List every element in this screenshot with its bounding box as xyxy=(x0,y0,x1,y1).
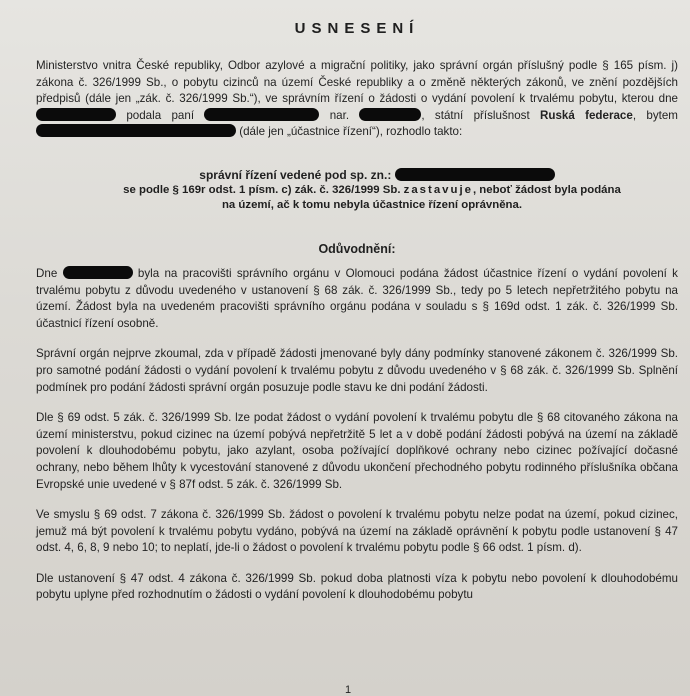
nationality-value: Ruská federace xyxy=(540,108,633,122)
intro-line-5e: (dále jen xyxy=(239,125,284,139)
paragraph-1 xyxy=(36,266,678,332)
paragraph-1-text: byla na pracovišti správního orgánu v Olomouci podána žádost účastnice řízení o vydání povolení k trvalému pobytu z důvodu uvedeného v ustanovení § 68 zák. č. 326/1999 Sb., tedy po 5 letech nepřetržitého pobytu na území. Žádost byla na uvedeném pracovišti správního orgánu podána v souladu s § 169d odst. 1 zák. č. 326/1999 Sb. účastnicí řízení osobně. xyxy=(36,266,678,330)
paragraph-3: Dle § 69 odst. 5 zák. č. 326/1999 Sb. lze podat žádost o vydání povolení k trvalému pobytu dle § 68 citovaného zákona na území ministerstvu, pokud cizinec na území pobývá nepřetržitě 5 let a v době podání žádosti pobývá na území na základě povolení k dlouhodobému pobytu, jako azylant, osoba požívající doplňkové ochrany nebo cizinec požívající dočasné ochrany, nebo během lhůty k vycestování stanovené z důvodu ukončení přechodného pobytu rodinného příslušníka občana Evropské unie uvedené v § 87f odst. 5 zák. č. 326/1999 Sb. xyxy=(36,411,678,491)
paragraph-4: Ve smyslu § 69 odst. 7 zákona č. 326/1999 Sb. žádost o povolení k trvalému pobytu nelze podat na území, pokud cizinec, jemuž má být povolení k trvalému pobytu vydáno, pobývá na území na základě oprávnění k pobytu podle ustanovení § 47 odst. 4, 6, 8, 9 nebo 10; to neplatí, jde-li o žádost o povolení k trvalému pobytu podle § 66 odst. 1 písm. d). xyxy=(36,508,678,555)
ruling-file-label: správní řízení vedené pod sp. zn.: xyxy=(199,167,392,182)
ruling-verb: zastavuje xyxy=(403,183,473,196)
intro-line-4a: o vydání povolení k trvalému pobytu, kterou dne xyxy=(420,92,678,106)
ruling-block xyxy=(36,167,678,214)
intro-line-2: § 165 písm. j) zákona č. 326/1999 Sb., o pobytu cizinců na území České republiky a o změně některých xyxy=(36,59,678,89)
redaction-name xyxy=(204,108,319,121)
paragraph-5: Dle ustanovení § 47 odst. 4 zákona č. 326/1999 Sb. pokud doba platnosti víza k pobytu nebo povolení k dlouhodobému pobytu uplyne před rozhodnutím o žádosti o vydání povolení k dlouhodobému pobytu xyxy=(36,571,678,602)
intro-line-5d: , bytem xyxy=(632,108,678,122)
ruling-line-2c: , neboť žádost byla podána xyxy=(472,183,621,196)
document-title: USNESENÍ xyxy=(294,20,420,37)
intro-line-3: zákonů, ve znění pozdějších předpisů (dále jen „zák. č. 326/1999 Sb.“), ve správním řízení o žádosti xyxy=(36,75,678,106)
intro-paragraph xyxy=(36,58,678,141)
ruling-line-2a: se podle § 169r odst. 1 písm. c) zák. č. 326/1999 Sb. xyxy=(123,183,401,196)
intro-line-5b: , státní příslušnost xyxy=(421,108,530,122)
intro-line-5a: nar. xyxy=(329,108,350,122)
intro-line-4b: podala paní xyxy=(126,108,195,122)
ruling-line-3: na území, ač k tomu nebyla účastnice řízení oprávněna. xyxy=(221,199,523,212)
paragraph-1-start: Dne xyxy=(36,266,58,280)
redaction-address xyxy=(36,124,236,137)
intro-line-1: Ministerstvo vnitra České republiky, Odbor azylové a migrační politiky, jako správní orgán příslušný podle xyxy=(36,59,598,72)
reasoning-heading: Odůvodnění: xyxy=(318,241,396,256)
redaction-submission-date xyxy=(63,266,133,279)
redaction-file-number xyxy=(395,168,555,181)
intro-line-6: „účastnice řízení“), rozhodlo takto: xyxy=(286,125,463,139)
paragraph-2: Správní orgán nejprve zkoumal, zda v případě žádosti jmenované byly dány podmínky stanovené zákonem č. 326/1999 Sb. pro samotné podání žádosti o vydání povolení k trvalému pobytu z důvodu uvedeného v § 68 zák. č. 326/1999 Sb. Splnění podmínek pro podání žádosti správní orgán posuzuje podle stavu ke dni podání žádosti. xyxy=(36,347,678,394)
ruling-line-1 xyxy=(76,167,678,183)
page-number: 1 xyxy=(345,684,352,696)
redaction-date xyxy=(36,108,116,121)
redaction-birthdate xyxy=(359,108,421,121)
ruling-line-2 xyxy=(66,183,678,199)
